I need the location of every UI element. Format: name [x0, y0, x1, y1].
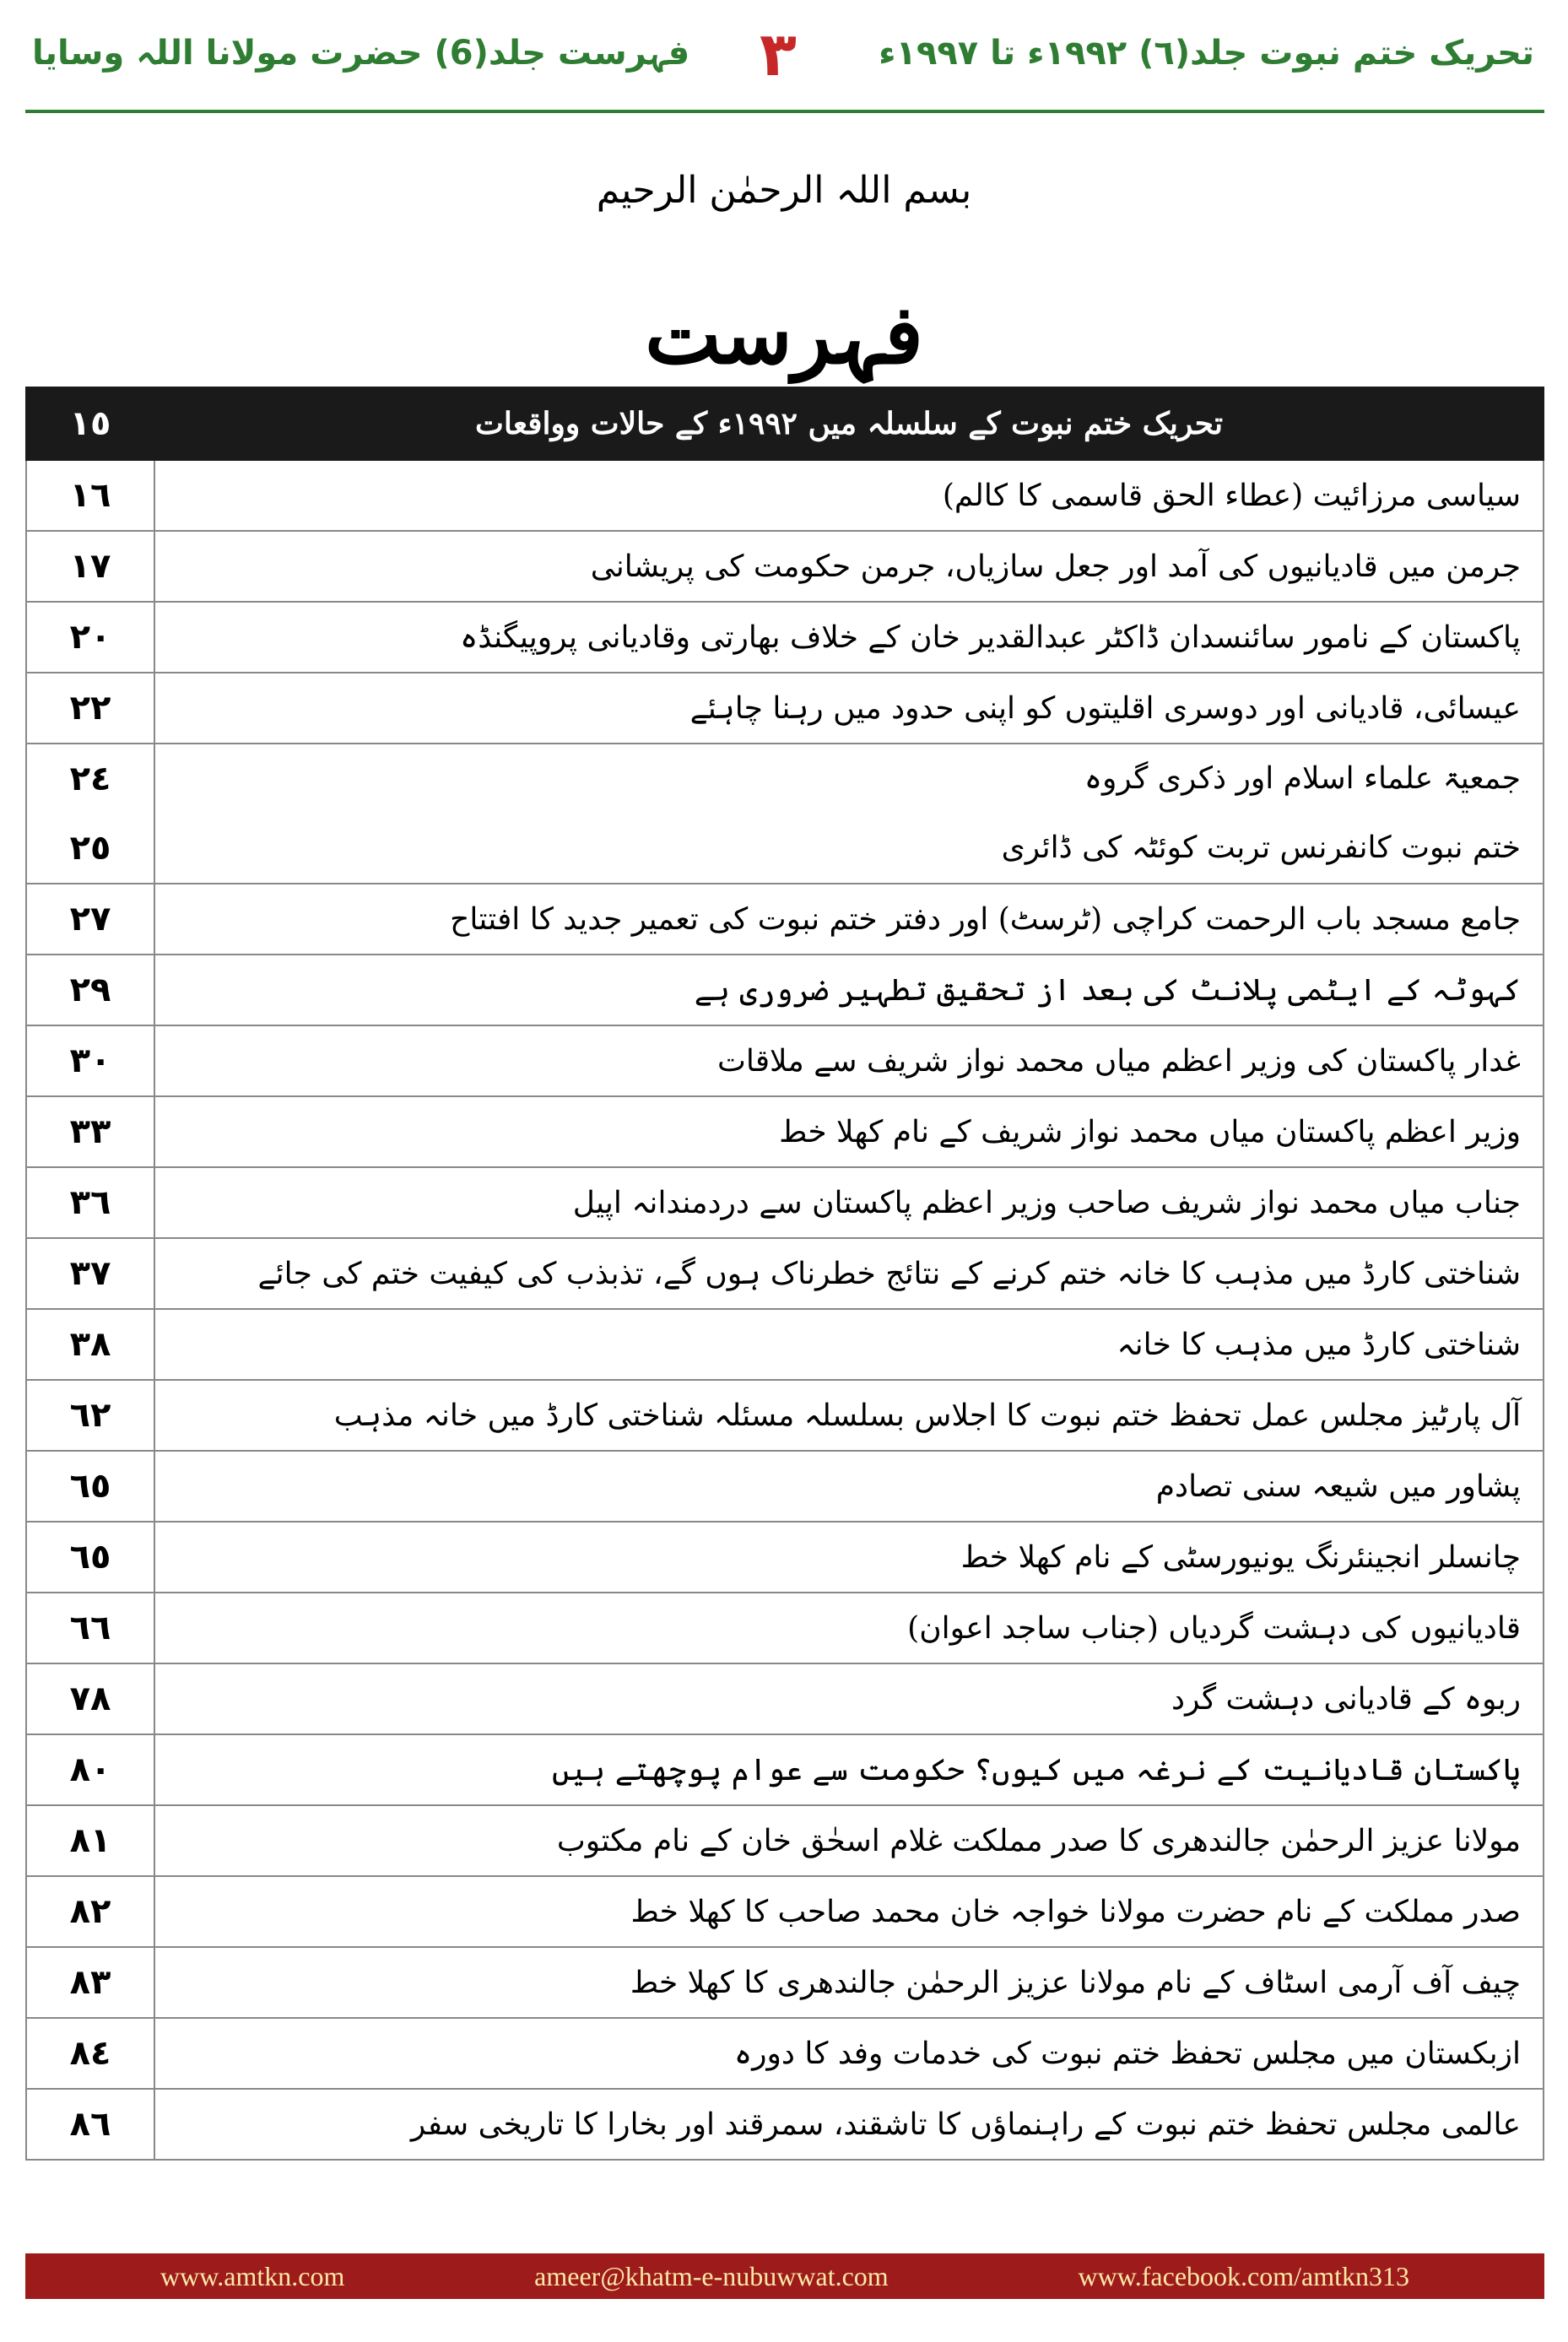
toc-section-heading: تحریک ختم نبوت کے سلسلہ میں ١٩٩٢ء کے حالات وواقعات [154, 387, 1544, 460]
toc-page-number: ٨٦ [26, 2089, 154, 2160]
toc-entry-title[interactable]: ختم نبوت کانفرنس تربت کوئٹہ کی ڈائری [1001, 830, 1521, 865]
table-row [26, 1096, 1544, 1167]
toc-entry[interactable]: صدر مملکت کے نام حضرت مولانا خواجہ خان محمد صاحب کا کھلا خط [154, 1876, 1544, 1947]
toc-page-number: ٢٤ [69, 760, 111, 798]
page-title: فہرست [645, 287, 923, 382]
toc-entry[interactable]: جناب میاں محمد نواز شریف صاحب وزیر اعظم پاکستان سے دردمندانہ اپیل [154, 1167, 1544, 1238]
toc-section-heading-row [26, 387, 1544, 460]
table-row [26, 673, 1544, 744]
toc-page-number: ٣٦ [26, 1167, 154, 1238]
toc-entry[interactable]: قادیانیوں کی دہشت گردیاں (جناب ساجد اعوان) [154, 1593, 1544, 1663]
toc-entry[interactable]: چیف آف آرمی اسٹاف کے نام مولانا عزیز الرحمٰن جالندھری کا کھلا خط [154, 1947, 1544, 2018]
toc-entry[interactable] [154, 744, 1544, 884]
toc-page-number: ٦٥ [26, 1451, 154, 1522]
toc-entry[interactable]: چانسلر انجینئرنگ یونیورسٹی کے نام کھلا خط [154, 1522, 1544, 1593]
toc-page-number: ١٧ [26, 531, 154, 602]
toc-page-number: ٢٩ [26, 955, 154, 1025]
table-row [26, 1025, 1544, 1096]
toc-page-number: ٣٣ [26, 1096, 154, 1167]
toc-entry[interactable]: عالمی مجلس تحفظ ختم نبوت کے راہنماؤں کا تاشقند، سمرقند اور بخارا کا تاریخی سفر [154, 2089, 1544, 2160]
header-book-title: تحریک ختم نبوت جلد(٦) ١٩٩٢ء تا ١٩٩٧ء [879, 34, 1534, 73]
table-row [26, 531, 1544, 602]
table-row [26, 1947, 1544, 2018]
toc-entry[interactable]: ربوہ کے قادیانی دہشت گرد [154, 1663, 1544, 1734]
table-row [26, 884, 1544, 955]
toc-entry[interactable]: شناختی کارڈ میں مذہب کا خانہ ختم کرنے کے نتائج خطرناک ہوں گے، تذبذب کی کیفیت ختم کی جائے [154, 1238, 1544, 1309]
toc-entry[interactable]: شناختی کارڈ میں مذہب کا خانہ [154, 1309, 1544, 1380]
toc-page-number: ٦٢ [26, 1380, 154, 1451]
page-header [0, 0, 1568, 127]
toc-entry[interactable]: غدار پاکستان کی وزیر اعظم میاں محمد نواز شریف سے ملاقات [154, 1025, 1544, 1096]
toc-entry[interactable]: آل پارٹیز مجلس عمل تحفظ ختم نبوت کا اجلاس بسلسلہ مسئلہ شناختی کارڈ میں خانہ مذہب [154, 1380, 1544, 1451]
table-row [26, 1380, 1544, 1451]
toc-page-number: ٣٠ [26, 1025, 154, 1096]
table-row [26, 2018, 1544, 2089]
footer-facebook-link[interactable]: www.facebook.com/amtkn313 [1078, 2260, 1409, 2291]
toc-page-number: ٣٨ [26, 1309, 154, 1380]
toc-page-number: ٢٧ [26, 884, 154, 955]
table-row [26, 1663, 1544, 1734]
header-divider [25, 110, 1544, 113]
toc-page-number: ٣٧ [26, 1238, 154, 1309]
toc-entry[interactable]: کہوٹہ کے ایٹمی پلانٹ کی بعد از تحقیق تطہیر ضروری ہے [154, 955, 1544, 1025]
page-footer [25, 2253, 1544, 2299]
footer-website-link[interactable]: www.amtkn.com [160, 2260, 345, 2291]
table-row [26, 1451, 1544, 1522]
toc-page-number: ٧٨ [26, 1663, 154, 1734]
table-of-contents [25, 387, 1544, 2161]
toc-page-number: ٨٢ [26, 1876, 154, 1947]
table-row [26, 1522, 1544, 1593]
toc-page-number: ٨٠ [26, 1734, 154, 1805]
table-row [26, 602, 1544, 673]
table-row [26, 1734, 1544, 1805]
toc-page-number: ٦٦ [26, 1593, 154, 1663]
toc-page-number: ٦٥ [26, 1522, 154, 1593]
table-row [26, 1593, 1544, 1663]
header-volume-label: فہرست جلد(6) حضرت مولانا اللہ وسایا [32, 34, 690, 73]
table-row [26, 460, 1544, 531]
toc-entry[interactable]: سیاسی مرزائیت (عطاء الحق قاسمی کا کالم) [154, 460, 1544, 531]
toc-page-number: ٨١ [26, 1805, 154, 1876]
toc-entry[interactable]: پاکستان قادیانیت کے نرغہ میں کیوں؟ حکومت سے عوام پوچھتے ہیں [154, 1734, 1544, 1805]
toc-page-number: ٢٠ [26, 602, 154, 673]
toc-entry[interactable]: مولانا عزیز الرحمٰن جالندھری کا صدر مملکت غلام اسحٰق خان کے نام مکتوب [154, 1805, 1544, 1876]
toc-entry[interactable]: ازبکستان میں مجلس تحفظ ختم نبوت کی خدمات وفد کا دورہ [154, 2018, 1544, 2089]
toc-entry[interactable]: جرمن میں قادیانیوں کی آمد اور جعل سازیاں، جرمن حکومت کی پریشانی [154, 531, 1544, 602]
table-row [26, 1876, 1544, 1947]
toc-entry[interactable]: وزیر اعظم پاکستان میاں محمد نواز شریف کے نام کھلا خط [154, 1096, 1544, 1167]
page-number: ٣ [760, 19, 797, 89]
toc-entry[interactable]: پاکستان کے نامور سائنسدان ڈاکٹر عبدالقدیر خان کے خلاف بھارتی وقادیانی پروپیگنڈہ [154, 602, 1544, 673]
table-row [26, 744, 1544, 884]
toc-section-page: ١٥ [26, 387, 154, 460]
table-row [26, 1238, 1544, 1309]
table-row [26, 955, 1544, 1025]
toc-page-number: ٢٢ [26, 673, 154, 744]
table-row [26, 2089, 1544, 2160]
toc-entry[interactable]: جامع مسجد باب الرحمت کراچی (ٹرسٹ) اور دفتر ختم نبوت کی تعمیر جدید کا افتتاح [154, 884, 1544, 955]
toc-entry-title[interactable]: جمعیۃ علماء اسلام اور ذکری گروہ [1084, 761, 1521, 796]
table-row [26, 1805, 1544, 1876]
toc-page-number [26, 744, 154, 884]
toc-page-number: ٨٣ [26, 1947, 154, 2018]
toc-entry[interactable]: پشاور میں شیعہ سنی تصادم [154, 1451, 1544, 1522]
toc-entry[interactable]: عیسائی، قادیانی اور دوسری اقلیتوں کو اپنی حدود میں رہنا چاہئے [154, 673, 1544, 744]
bismillah-text: بسم اللہ الرحمٰن الرحیم [596, 169, 972, 212]
footer-email-link[interactable]: ameer@khatm-e-nubuwwat.com [534, 2260, 889, 2291]
toc-page-number: ١٦ [26, 460, 154, 531]
toc-page-number: ٢٥ [69, 829, 111, 868]
table-row [26, 1309, 1544, 1380]
table-row [26, 1167, 1544, 1238]
toc-page-number: ٨٤ [26, 2018, 154, 2089]
